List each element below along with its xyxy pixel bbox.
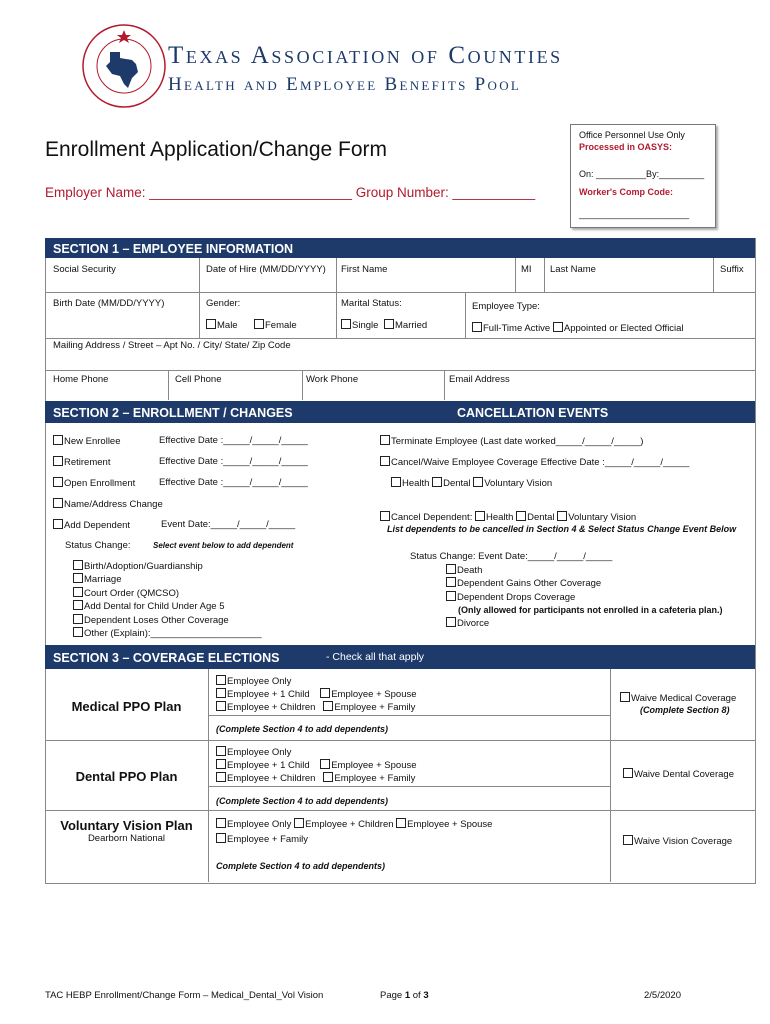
medical-emp-children[interactable]: Employee + Children <box>216 702 315 713</box>
cancel-coverage-options <box>391 477 552 489</box>
medical-emp-child[interactable]: Employee + 1 Child <box>216 689 310 700</box>
work-phone-label: Work Phone <box>306 374 359 385</box>
waive-dental-option[interactable] <box>623 768 734 780</box>
waive-medical-label: Waive Medical Coverage <box>631 693 737 704</box>
cancel-waive-option[interactable] <box>380 456 689 468</box>
name-address-checkbox[interactable] <box>53 498 63 508</box>
dental-emp-children[interactable]: Employee + Children <box>216 773 315 784</box>
event-gains-coverage[interactable]: Dependent Gains Other Coverage <box>446 577 723 590</box>
waive-dental-label: Waive Dental Coverage <box>634 769 734 780</box>
birth-date-label: Birth Date (MM/DD/YYYY) <box>53 298 165 309</box>
event-divorce[interactable]: Divorce <box>446 617 723 630</box>
event-date-field[interactable]: Event Date:_____/_____/_____ <box>161 519 296 530</box>
terminate-checkbox[interactable] <box>380 435 390 445</box>
terminate-label: Terminate Employee (Last date worked_____/_____/_____) <box>391 436 644 447</box>
effective-date-2[interactable]: Effective Date :_____/_____/_____ <box>159 456 308 467</box>
page-label: Page <box>380 990 405 1001</box>
new-enrollee-label: New Enrollee <box>64 436 121 447</box>
effective-date-3[interactable]: Effective Date :_____/_____/_____ <box>159 477 308 488</box>
name-address-option[interactable] <box>53 498 163 510</box>
page-total: 3 <box>423 990 429 1001</box>
married-label: Married <box>395 320 428 331</box>
footer-date: 2/5/2020 <box>644 990 681 1001</box>
last-name-label: Last Name <box>550 264 596 275</box>
cancel-dependent-options <box>380 511 636 523</box>
logo-subtitle <box>168 74 521 96</box>
section2-title: SECTION 2 – ENROLLMENT / CHANGES <box>53 406 293 420</box>
cancel-events-list <box>446 564 723 630</box>
female-label: Female <box>265 320 297 331</box>
add-events-list <box>73 560 261 640</box>
full-time-option[interactable] <box>472 322 684 334</box>
male-checkbox[interactable] <box>206 319 216 329</box>
workers-comp-field[interactable]: ______________________ <box>579 209 690 219</box>
appointed-checkbox[interactable] <box>553 322 563 332</box>
medical-options <box>216 675 417 713</box>
female-option[interactable] <box>254 319 297 331</box>
home-phone-label: Home Phone <box>53 374 109 385</box>
medical-emp-spouse[interactable]: Employee + Spouse <box>320 689 416 700</box>
event-marriage[interactable]: Marriage <box>73 573 261 586</box>
footer-page <box>380 990 429 1001</box>
dental-emp-only[interactable]: Employee Only <box>216 746 417 759</box>
single-checkbox[interactable] <box>341 319 351 329</box>
section2-header <box>45 401 755 423</box>
event-death[interactable]: Death <box>446 564 723 577</box>
ssn-label: Social Security <box>53 264 116 275</box>
employer-line[interactable]: Employer Name: ___________________________ Group Number: ___________ <box>45 185 536 200</box>
dep-dental-label: Dental <box>527 512 555 523</box>
dep-vision-label: Voluntary Vision <box>568 512 637 523</box>
section1-header <box>45 238 755 258</box>
only-allowed-note: (Only allowed for participants not enrolled in a cafeteria plan.) <box>458 604 723 615</box>
waive-medical-option[interactable] <box>620 692 736 704</box>
name-address-label: Name/Address Change <box>64 499 163 510</box>
vision-carrier: Dearborn National <box>87 833 166 844</box>
female-checkbox[interactable] <box>254 319 264 329</box>
vision-options <box>216 817 492 847</box>
terminate-option[interactable] <box>380 435 643 447</box>
section3-header <box>45 645 755 669</box>
dental-emp-child[interactable]: Employee + 1 Child <box>216 760 310 771</box>
dep-health-label: Health <box>485 512 514 523</box>
logo-line1: Texas Association of Counties <box>168 42 563 69</box>
dep-vision-checkbox[interactable] <box>557 511 567 521</box>
section1-title: SECTION 1 – EMPLOYEE INFORMATION <box>53 242 294 256</box>
event-drops-coverage[interactable]: Dependent Drops Coverage <box>446 591 723 604</box>
marital-label: Marital Status: <box>341 298 402 309</box>
retirement-option[interactable] <box>53 456 110 468</box>
first-name-label: First Name <box>341 264 388 275</box>
medical-complete4: (Complete Section 4 to add dependents) <box>216 724 389 734</box>
dental-emp-spouse[interactable]: Employee + Spouse <box>320 760 416 771</box>
dep-dental-checkbox[interactable] <box>516 511 526 521</box>
cancellation-title: CANCELLATION EVENTS <box>457 406 609 420</box>
cancel-status-change[interactable]: Status Change: Event Date:_____/_____/_____ <box>410 551 613 562</box>
open-enrollment-option[interactable] <box>53 477 135 489</box>
event-other[interactable]: Other (Explain):_____________________ <box>73 627 261 640</box>
cell-phone-label: Cell Phone <box>175 374 222 385</box>
retirement-checkbox[interactable] <box>53 456 63 466</box>
processed-label: Processed in OASYS: <box>579 142 673 152</box>
vision-emp-only[interactable]: Employee Only <box>216 819 291 830</box>
medical-plan-label: Medical PPO Plan <box>71 699 182 714</box>
dental-emp-family[interactable]: Employee + Family <box>323 773 415 784</box>
married-option[interactable] <box>384 319 427 331</box>
select-event-note: Select event below to add dependent <box>153 541 294 550</box>
appointed-label: Appointed or Elected Official <box>563 323 684 334</box>
male-label: Male <box>217 320 238 331</box>
vision-complete4: Complete Section 4 to add dependents) <box>216 861 386 871</box>
workers-comp-label: Worker's Comp Code: <box>579 187 673 197</box>
mi-label: MI <box>521 264 532 275</box>
event-birth[interactable]: Birth/Adoption/Guardianship <box>73 560 261 573</box>
cancel-health-checkbox[interactable] <box>391 477 401 487</box>
cancel-waive-checkbox[interactable] <box>380 456 390 466</box>
dental-plan-label: Dental PPO Plan <box>75 769 178 784</box>
vision-plan-label: Voluntary Vision Plan <box>60 818 193 833</box>
full-time-label: Full-Time Active <box>483 323 551 334</box>
cancel-health-label: Health <box>402 478 430 489</box>
married-checkbox[interactable] <box>384 319 394 329</box>
open-enrollment-checkbox[interactable] <box>53 477 63 487</box>
effective-date-1[interactable]: Effective Date :_____/_____/_____ <box>159 435 308 446</box>
tac-logo <box>80 22 168 110</box>
new-enrollee-option[interactable] <box>53 435 121 447</box>
logo-title <box>168 42 563 70</box>
footer-form-name: TAC HEBP Enrollment/Change Form – Medical_Dental_Vol Vision <box>45 990 324 1001</box>
dental-options <box>216 746 417 784</box>
dep-health-checkbox[interactable] <box>475 511 485 521</box>
section3-title: SECTION 3 – COVERAGE ELECTIONS <box>53 651 280 665</box>
waive-vision-label: Waive Vision Coverage <box>634 836 733 847</box>
page-number: 1 <box>404 990 411 1001</box>
full-time-checkbox[interactable] <box>472 322 482 332</box>
dental-complete4: (Complete Section 4 to add dependents) <box>216 796 389 806</box>
male-option[interactable] <box>206 319 238 331</box>
medical-emp-family[interactable]: Employee + Family <box>323 702 415 713</box>
status-change-label: Status Change: <box>65 540 131 551</box>
logo-line2: Health and Employee Benefits Pool <box>168 74 522 95</box>
page-title: Enrollment Application/Change Form <box>45 138 388 161</box>
waive-vision-option[interactable] <box>623 835 732 847</box>
event-add-dental[interactable]: Add Dental for Child Under Age 5 <box>73 600 261 613</box>
add-dependent-label: Add Dependent <box>64 520 131 531</box>
hire-date-label: Date of Hire (MM/DD/YYYY) <box>206 264 326 275</box>
vision-emp-family[interactable]: Employee + Family <box>216 832 492 847</box>
single-label: Single <box>352 320 379 331</box>
new-enrollee-checkbox[interactable] <box>53 435 63 445</box>
cancel-dependent-label: Cancel Dependent: <box>391 512 473 523</box>
vision-emp-spouse[interactable]: Employee + Spouse <box>396 819 492 830</box>
complete8-note: (Complete Section 8) <box>640 705 730 715</box>
event-loses-coverage[interactable]: Dependent Loses Other Coverage <box>73 614 261 627</box>
medical-emp-only[interactable]: Employee Only <box>216 675 417 688</box>
cancel-vision-checkbox[interactable] <box>473 477 483 487</box>
mailing-address-label: Mailing Address / Street – Apt No. / City/ State/ Zip Code <box>53 340 291 351</box>
retirement-label: Retirement <box>64 457 111 468</box>
cancel-dental-label: Dental <box>443 478 471 489</box>
suffix-label: Suffix <box>720 264 744 275</box>
event-court-order[interactable]: Court Order (QMCSO) <box>73 587 261 600</box>
cancel-vision-label: Voluntary Vision <box>484 478 553 489</box>
page-of: of <box>410 990 424 1001</box>
list-dependents-note: List dependents to be cancelled in Section 4 & Select Status Change Event Below <box>387 524 737 534</box>
vision-emp-children[interactable]: Employee + Children <box>294 819 393 830</box>
cancel-dependent-checkbox[interactable] <box>380 511 390 521</box>
add-dependent-checkbox[interactable] <box>53 519 63 529</box>
gender-label: Gender: <box>206 298 241 309</box>
email-label: Email Address <box>449 374 510 385</box>
cancel-dental-checkbox[interactable] <box>432 477 442 487</box>
open-enrollment-label: Open Enrollment <box>64 478 136 489</box>
employee-type-label: Employee Type: <box>472 301 540 312</box>
office-box-title: Office Personnel Use Only <box>579 130 685 140</box>
cancel-waive-label: Cancel/Waive Employee Coverage Effective Date :_____/_____/_____ <box>391 457 690 468</box>
check-all-note: - Check all that apply <box>326 651 425 663</box>
single-option[interactable] <box>341 319 378 331</box>
add-dependent-option[interactable] <box>53 519 130 531</box>
on-by-field[interactable]: On: __________By:_________ <box>579 169 705 179</box>
office-use-box <box>570 124 716 228</box>
